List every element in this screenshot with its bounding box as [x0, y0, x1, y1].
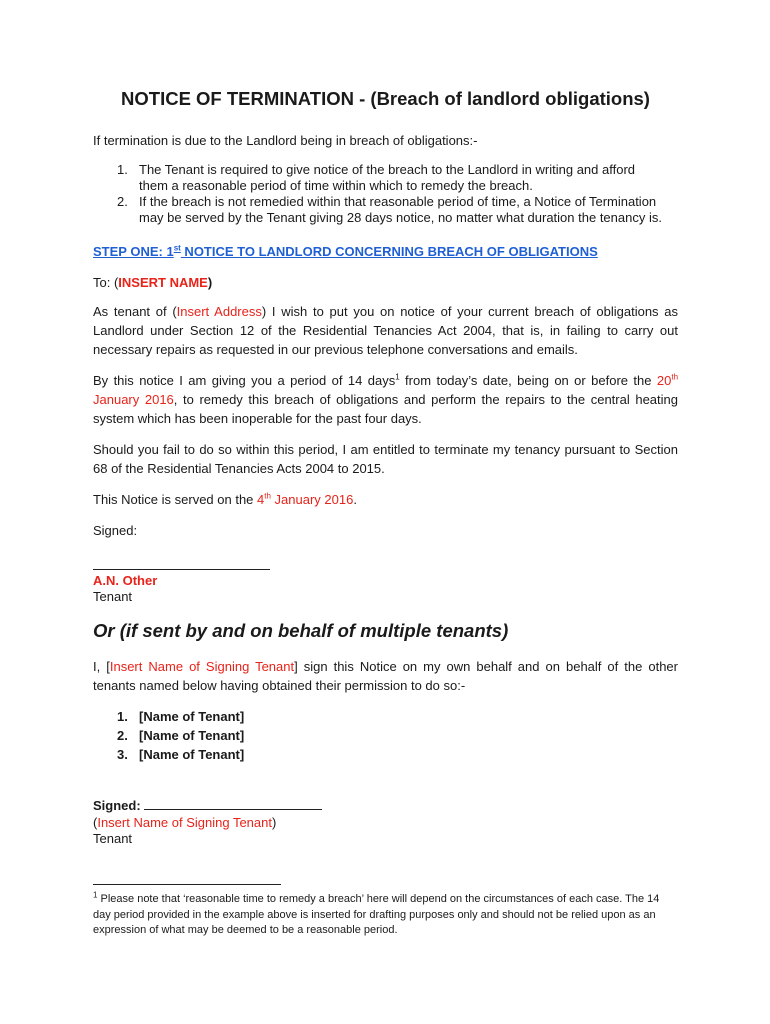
text: ] sign this Notice on my own behalf and on behalf of the other tenants named below having obtained their permission to do so:- [93, 659, 678, 693]
to-close: ) [207, 275, 213, 290]
footnote-number: 1 [93, 890, 98, 900]
list-number: 2. [117, 194, 128, 209]
insert-address-placeholder: Insert Address [176, 304, 262, 319]
tenant-list-item [93, 745, 678, 764]
tenant-list-item [93, 707, 678, 726]
text: from today’s date, being on or before the [399, 373, 657, 388]
insert-signing-tenant-placeholder: Insert Name of Signing Tenant [109, 659, 295, 674]
list-number: 2. [117, 728, 128, 743]
list-item-text-line: them a reasonable period of time within which to remedy the breach. [139, 178, 533, 193]
signer-role: Tenant [93, 589, 133, 604]
list-item-text-line: The Tenant is required to give notice of the breach to the Landlord in writing and afford [139, 162, 636, 177]
signer2-role: Tenant [93, 831, 133, 846]
signature-line [93, 569, 270, 570]
tenant-list [93, 707, 678, 764]
to-label: To: ( [93, 275, 119, 290]
deadline-date: 20 [656, 373, 672, 388]
service-date-paragraph [93, 490, 678, 509]
text: ) I wish to put you on notice of your current breach of obligations as Landlord under Section 12 of the Residential Tenancies Act 2004, that is, in failing to carry out necessary repairs as requested in our previous telephone conversations and emails. [93, 304, 678, 357]
footnote-separator [93, 884, 281, 885]
footnote-text: Please note that ‘reasonable time to remedy a breach’ here will depend on the circumstances of each case. The 14 day period provided in the example above is inserted for drafting purposes only and should not be relied upon as an expression of what may be deemed to be a reasonable period. [93, 893, 660, 936]
step-one-superscript: st [173, 243, 181, 253]
tenant-name-placeholder: [Name of Tenant] [139, 728, 245, 743]
breach-paragraph [93, 302, 678, 359]
text: . [353, 492, 357, 507]
notice-period-paragraph [93, 371, 678, 428]
multi-tenant-paragraph [93, 657, 678, 695]
signed2-label: Signed: [93, 798, 141, 813]
footnote-ref: 1 [395, 372, 400, 382]
recipient-line [93, 273, 678, 292]
step-one-text-rest: NOTICE TO LANDLORD CONCERNING BREACH OF OBLIGATIONS [180, 244, 598, 259]
tenant-list-item [93, 726, 678, 745]
deadline-date-suffix: th [671, 372, 679, 382]
deadline-date-month: January 2016 [93, 392, 174, 407]
intro-list-item [93, 162, 678, 194]
text: I, [ [93, 659, 110, 674]
list-number: 3. [117, 747, 128, 762]
text: , to remedy this breach of obligations and perform the repairs to the central heating system which has been inoperable for the past four days. [93, 392, 678, 426]
multiple-tenants-heading: Or (if sent by and on behalf of multiple tenants) [93, 620, 509, 641]
list-item-text-line: If the breach is not remedied within that reasonable period of time, a Notice of Termination [139, 194, 657, 209]
intro-text: If termination is due to the Landlord being in breach of obligations:- [93, 133, 478, 148]
footnote [93, 892, 668, 939]
service-date: 4 [257, 492, 265, 507]
text: This Notice is served on the [93, 492, 258, 507]
signature-line [144, 797, 322, 810]
signed-label: Signed: [93, 523, 138, 538]
tenant-name-placeholder: [Name of Tenant] [139, 709, 245, 724]
service-date-suffix: th [264, 491, 271, 501]
paren-close: ) [272, 815, 277, 830]
document-title: NOTICE OF TERMINATION - (Breach of landlord obligations) [121, 88, 650, 109]
insert-signing-tenant-placeholder: Insert Name of Signing Tenant [97, 815, 272, 830]
text: By this notice I am giving you a period of 14 days [93, 373, 396, 388]
tenant-name-placeholder: [Name of Tenant] [139, 747, 245, 762]
termination-right-paragraph: Should you fail to do so within this period, I am entitled to terminate my tenancy pursuant to Section 68 of the Residential Tenancies Acts 2004 to 2015. [93, 442, 678, 476]
intro-list [93, 162, 678, 226]
list-number: 1. [117, 162, 128, 177]
service-date-month: January 2016 [270, 492, 354, 507]
step-one-heading [93, 242, 678, 261]
text: As tenant of ( [93, 304, 177, 319]
signer-name: A.N. Other [93, 573, 158, 588]
paren-open: ( [93, 815, 98, 830]
step-one-text: STEP ONE: 1 [93, 244, 174, 259]
insert-name-placeholder: INSERT NAME [118, 275, 208, 290]
intro-list-item [93, 194, 678, 226]
list-item-text-line: may be served by the Tenant giving 28 days notice, no matter what duration the tenancy is. [139, 210, 662, 225]
list-number: 1. [117, 709, 128, 724]
